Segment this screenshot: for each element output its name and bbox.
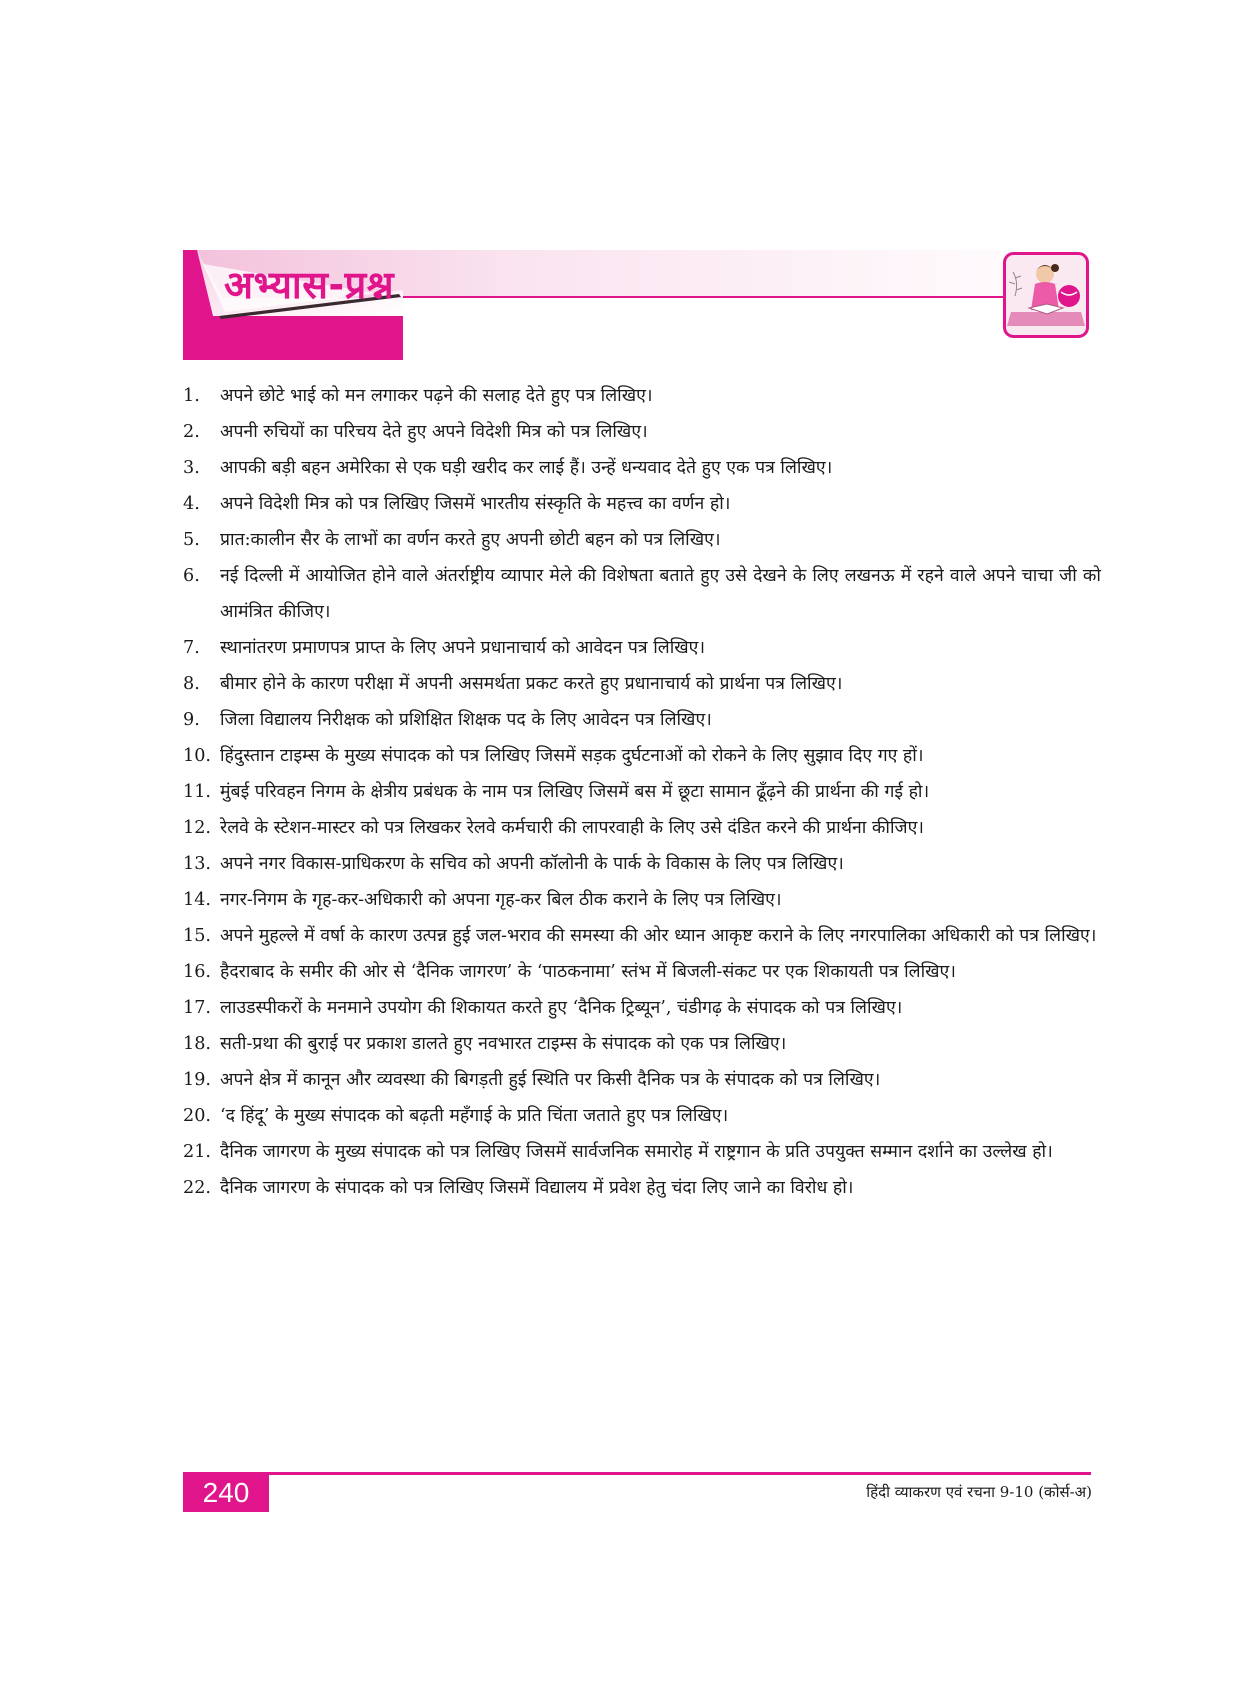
question-text: रेलवे के स्टेशन-मास्टर को पत्र लिखकर रेलवे कर्मचारी की लापरवाही के लिए उसे दंडित करने की प्रार्थना कीजिए। xyxy=(220,818,924,838)
question-item xyxy=(183,954,1101,990)
question-number: 18. xyxy=(183,1034,211,1054)
question-item xyxy=(183,882,1101,918)
girl-reading-icon xyxy=(1003,252,1089,338)
question-number: 6. xyxy=(183,566,200,586)
question-item xyxy=(183,558,1101,630)
question-text: अपनी रुचियों का परिचय देते हुए अपने विदेशी मित्र को पत्र लिखिए। xyxy=(220,422,648,442)
question-item xyxy=(183,522,1101,558)
question-item xyxy=(183,1170,1101,1206)
question-item xyxy=(183,1026,1101,1062)
question-item xyxy=(183,414,1101,450)
question-item xyxy=(183,774,1101,810)
question-list xyxy=(183,378,1101,1206)
question-text: जिला विद्यालय निरीक्षक को प्रशिक्षित शिक्षक पद के लिए आवेदन पत्र लिखिए। xyxy=(220,710,712,730)
question-number: 9. xyxy=(183,710,200,730)
question-number: 15. xyxy=(183,926,211,946)
question-text: आपकी बड़ी बहन अमेरिका से एक घड़ी खरीद कर लाई हैं। उन्हें धन्यवाद देते हुए एक पत्र लिखिए। xyxy=(220,458,833,478)
question-item xyxy=(183,666,1101,702)
question-number: 10. xyxy=(183,746,211,766)
question-item xyxy=(183,1098,1101,1134)
question-number: 16. xyxy=(183,962,211,982)
page-title: अभ्यास-प्रश्न xyxy=(224,263,395,307)
question-number: 13. xyxy=(183,854,211,874)
question-item xyxy=(183,846,1101,882)
question-number: 1. xyxy=(183,386,200,406)
question-text: अपने विदेशी मित्र को पत्र लिखिए जिसमें भारतीय संस्कृति के महत्त्व का वर्णन हो। xyxy=(220,494,731,514)
question-number: 14. xyxy=(183,890,211,910)
question-text: अपने क्षेत्र में कानून और व्यवस्था की बिगड़ती हुई स्थिति पर किसी दैनिक पत्र के संपादक को पत्र लिखिए। xyxy=(220,1070,881,1090)
question-text: अपने छोटे भाई को मन लगाकर पढ़ने की सलाह देते हुए पत्र लिखिए। xyxy=(220,386,653,406)
question-text: हैदराबाद के समीर की ओर से ‘दैनिक जागरण’ के ‘पाठकनामा’ स्तंभ में बिजली-संकट पर एक शिकायती पत्र लिखिए। xyxy=(220,962,956,982)
question-item xyxy=(183,702,1101,738)
exercise-header-banner xyxy=(183,250,1091,360)
question-item xyxy=(183,990,1101,1026)
question-text: लाउडस्पीकरों के मनमाने उपयोग की शिकायत करते हुए ‘दैनिक ट्रिब्यून’, चंडीगढ़ के संपादक को पत्र लिखिए। xyxy=(220,998,903,1018)
question-number: 17. xyxy=(183,998,211,1018)
question-number: 5. xyxy=(183,530,200,550)
question-text: बीमार होने के कारण परीक्षा में अपनी असमर्थता प्रकट करते हुए प्रधानाचार्य को प्रार्थना पत्र लिखिए। xyxy=(220,674,843,694)
question-item xyxy=(183,450,1101,486)
question-number: 8. xyxy=(183,674,200,694)
question-text: अपने नगर विकास-प्राधिकरण के सचिव को अपनी कॉलोनी के पार्क के विकास के लिए पत्र लिखिए। xyxy=(220,854,844,874)
question-number: 19. xyxy=(183,1070,211,1090)
question-number: 7. xyxy=(183,638,200,658)
question-number: 2. xyxy=(183,422,200,442)
question-item xyxy=(183,810,1101,846)
question-item xyxy=(183,630,1101,666)
question-text: दैनिक जागरण के संपादक को पत्र लिखिए जिसमें विद्यालय में प्रवेश हेतु चंदा लिए जाने का विरोध हो। xyxy=(220,1178,854,1198)
question-text: नगर-निगम के गृह-कर-अधिकारी को अपना गृह-कर बिल ठीक कराने के लिए पत्र लिखिए। xyxy=(220,890,782,910)
question-item xyxy=(183,738,1101,774)
question-number: 4. xyxy=(183,494,200,514)
question-text: स्थानांतरण प्रमाणपत्र प्राप्त के लिए अपने प्रधानाचार्य को आवेदन पत्र लिखिए। xyxy=(220,638,706,658)
book-title: हिंदी व्याकरण एवं रचना 9-10 (कोर्स-अ) xyxy=(866,1483,1092,1501)
question-number: 3. xyxy=(183,458,200,478)
question-number: 21. xyxy=(183,1142,211,1162)
page-number: 240 xyxy=(183,1474,269,1512)
question-text: सती-प्रथा की बुराई पर प्रकाश डालते हुए नवभारत टाइम्स के संपादक को एक पत्र लिखिए। xyxy=(220,1034,787,1054)
question-text: मुंबई परिवहन निगम के क्षेत्रीय प्रबंधक के नाम पत्र लिखिए जिसमें बस में छूटा सामान ढूँढ़ने की प्रार्थना की गई हो। xyxy=(220,782,930,802)
question-text: अपने मुहल्ले में वर्षा के कारण उत्पन्न हुई जल-भराव की समस्या की ओर ध्यान आकृष्ट कराने के लिए नगरपालिका अधिकारी को पत्र लिखिए। xyxy=(220,926,1097,946)
question-item xyxy=(183,918,1101,954)
question-number: 12. xyxy=(183,818,211,838)
question-number: 22. xyxy=(183,1178,211,1198)
footer-rule xyxy=(183,1472,1091,1475)
question-number: 20. xyxy=(183,1106,211,1126)
question-number: 11. xyxy=(183,782,211,802)
question-text: प्रात:कालीन सैर के लाभों का वर्णन करते हुए अपनी छोटी बहन को पत्र लिखिए। xyxy=(220,530,721,550)
question-text: नई दिल्ली में आयोजित होने वाले अंतर्राष्ट्रीय व्यापार मेले की विशेषता बताते हुए उसे देखने के लिए लखनऊ में रहने वाले अपने चाचा जी को आमंत्रित कीजिए। xyxy=(220,566,1101,622)
question-item xyxy=(183,1062,1101,1098)
question-text: दैनिक जागरण के मुख्य संपादक को पत्र लिखिए जिसमें सार्वजनिक समारोह में राष्ट्रगान के प्रति उपयुक्त सम्मान दर्शाने का उल्लेख हो। xyxy=(220,1142,1053,1162)
question-item xyxy=(183,1134,1101,1170)
question-text: हिंदुस्तान टाइम्स के मुख्य संपादक को पत्र लिखिए जिसमें सड़क दुर्घटनाओं को रोकने के लिए सुझाव दिए गए हों। xyxy=(220,746,924,766)
question-item xyxy=(183,486,1101,522)
question-text: ‘द हिंदू’ के मुख्य संपादक को बढ़ती महँगाई के प्रति चिंता जताते हुए पत्र लिखिए। xyxy=(220,1106,729,1126)
question-item xyxy=(183,378,1101,414)
